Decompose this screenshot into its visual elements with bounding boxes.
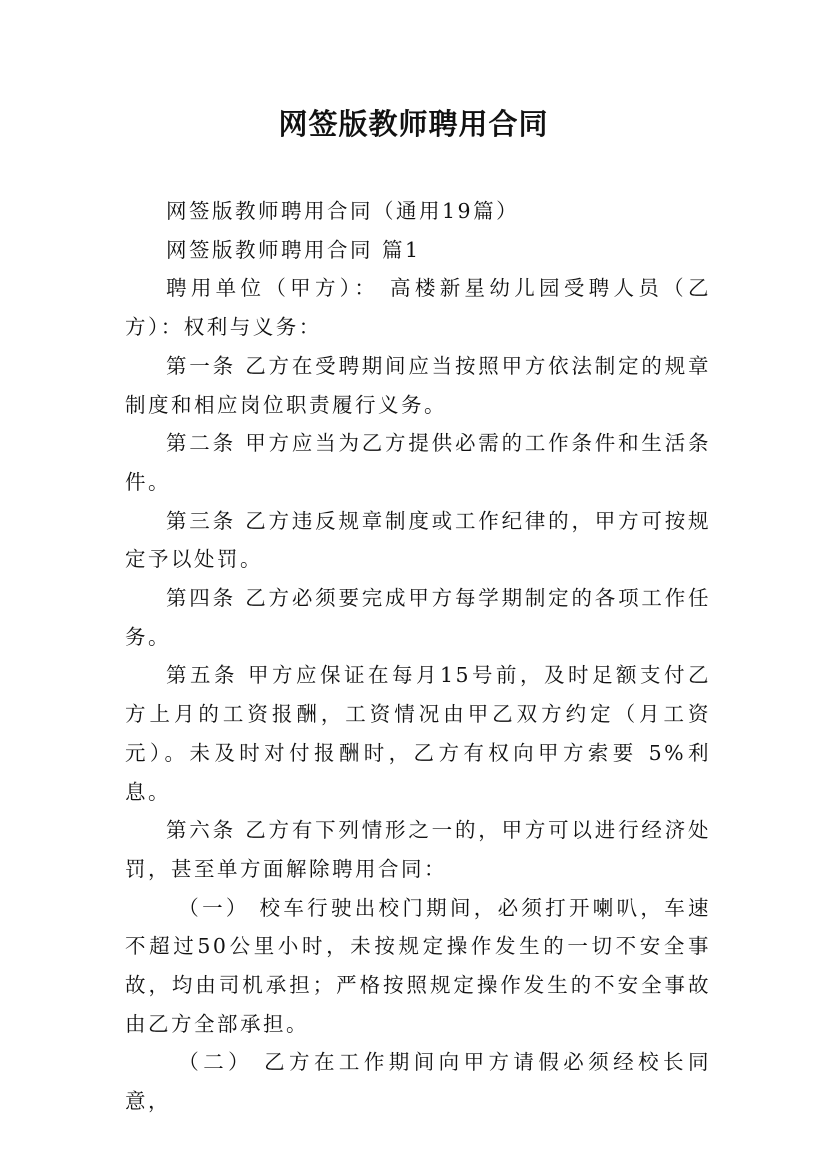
article-3: 第三条 乙方违反规章制度或工作纪律的，甲方可按规定予以处罚。 xyxy=(125,508,711,572)
document-body xyxy=(125,192,711,1121)
article-2: 第二条 甲方应当为乙方提供必需的工作条件和生活条件。 xyxy=(125,431,711,494)
article-1: 第一条 乙方在受聘期间应当按照甲方依法制定的规章制度和相应岗位职责履行义务。 xyxy=(125,353,711,417)
parties-paragraph: 聘用单位（甲方）： 高楼新星幼儿园受聘人员（乙方）：权利与义务： xyxy=(125,276,711,340)
article-6-item-1: （一） 校车行驶出校门期间，必须打开喇叭，车速不超过50公里小时，未按规定操作发生的一切不安全事故，均由司机承担；严格按照规定操作发生的不安全事故由乙方全部承担。 xyxy=(125,895,711,1036)
article-6: 第六条 乙方有下列情形之一的，甲方可以进行经济处罚，甚至单方面解除聘用合同： xyxy=(125,818,711,881)
subtitle-paragraph: 网签版教师聘用合同（通用19篇） xyxy=(166,199,520,223)
article-4: 第四条 乙方必须要完成甲方每学期制定的各项工作任务。 xyxy=(125,586,711,649)
article-6-item-2: （二） 乙方在工作期间向甲方请假必须经校长同意， xyxy=(125,1050,711,1114)
document-title: 网签版教师聘用合同 xyxy=(278,107,549,141)
article-5: 第五条 甲方应保证在每月15号前，及时足额支付乙方上月的工资报酬，工资情况由甲乙双方约定（月工资 元）。未及时对付报酬时，乙方有权向甲方索要 5%利息。 xyxy=(125,663,711,804)
section-heading: 网签版教师聘用合同 篇1 xyxy=(166,237,421,262)
